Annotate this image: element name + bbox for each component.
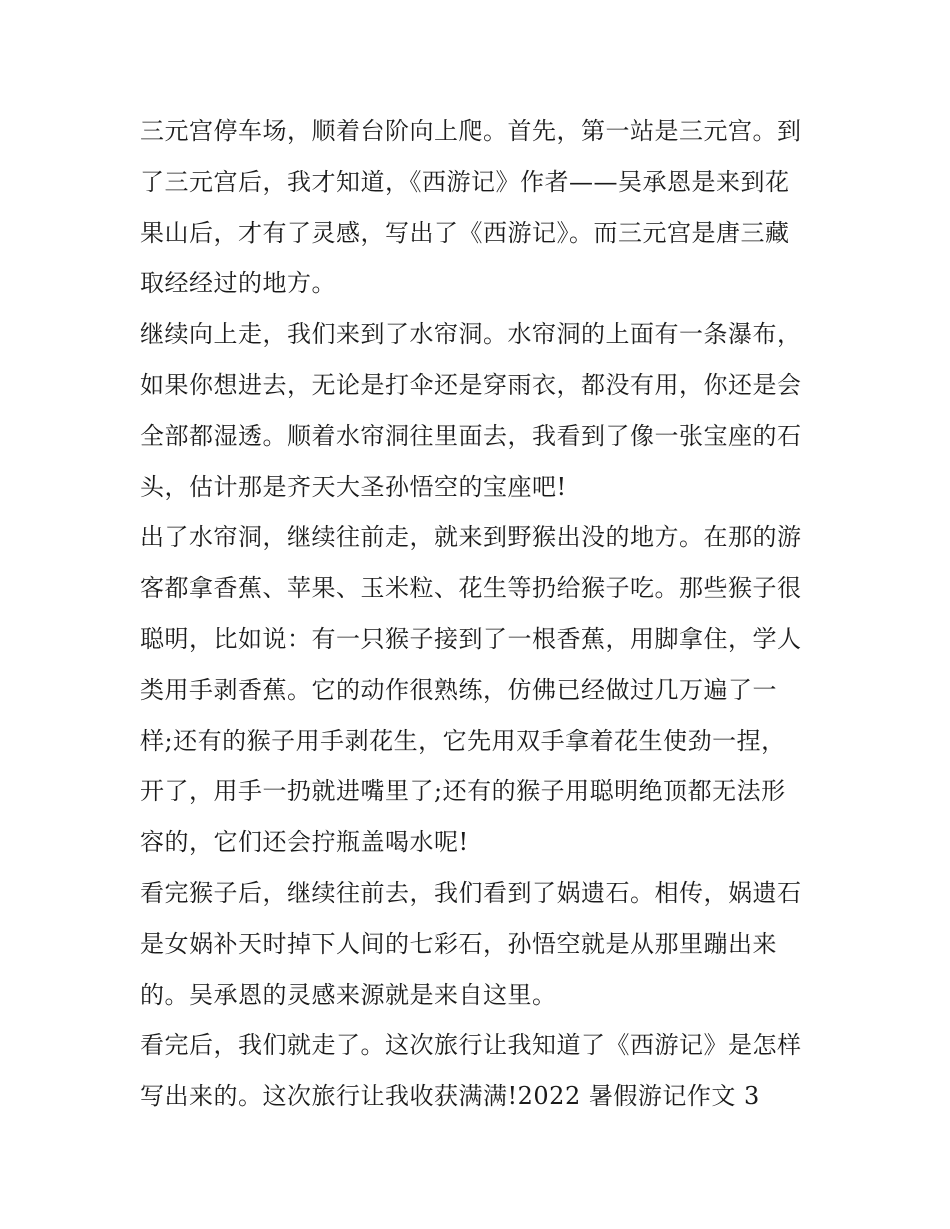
text-line: 类用手剥香蕉。它的动作很熟练，仿佛已经做过几万遍了一 — [140, 675, 777, 704]
text-line: 容的，它们还会拧瓶盖喝水呢! — [140, 828, 469, 857]
text-line: 了三元宫后，我才知道，《西游记》作者——吴承恩是来到花 — [140, 167, 790, 196]
text-line: 样;还有的猴子用手剥花生，它先用双手拿着花生使劲一捏， — [140, 726, 786, 755]
text-line: 的。吴承恩的灵感来源就是来自这里。 — [140, 980, 557, 1009]
text-line: 如果你想进去，无论是打伞还是穿雨衣，都没有用，你还是会 — [140, 370, 802, 399]
text-line: 头，估计那是齐天大圣孙悟空的宝座吧! — [140, 472, 567, 501]
document-body — [140, 106, 820, 1122]
text-line: 出了水帘洞，继续往前走，就来到野猴出没的地方。在那的游 — [140, 523, 802, 552]
text-line: 写出来的。这次旅行让我收获满满!2022 暑假游记作文 3 — [140, 1082, 760, 1111]
text-line: 三元宫停车场，顺着台阶向上爬。首先，第一站是三元宫。到 — [140, 117, 802, 145]
text-line: 取经经过的地方。 — [140, 269, 336, 298]
text-line: 客都拿香蕉、苹果、玉米粒、花生等扔给猴子吃。那些猴子很 — [140, 574, 802, 603]
text-line: 看完猴子后，继续往前去，我们看到了娲遗石。相传，娲遗石 — [140, 878, 802, 907]
text-line: 聪明，比如说：有一只猴子接到了一根香蕉，用脚拿住，学人 — [140, 624, 802, 653]
text-line: 是女娲补天时掉下人间的七彩石，孙悟空就是从那里蹦出来 — [140, 929, 777, 958]
text-line: 开了，用手一扔就进嘴里了;还有的猴子用聪明绝顶都无法形 — [140, 777, 786, 806]
text-line: 全部都湿透。顺着水帘洞往里面去，我看到了像一张宝座的石 — [140, 421, 802, 450]
text-line: 果山后，才有了灵感，写出了《西游记》。而三元宫是唐三藏 — [140, 218, 790, 247]
text-line: 看完后，我们就走了。这次旅行让我知道了《西游记》是怎样 — [140, 1031, 802, 1060]
text-line: 继续向上走，我们来到了水帘洞。水帘洞的上面有一条瀑布， — [140, 320, 802, 349]
